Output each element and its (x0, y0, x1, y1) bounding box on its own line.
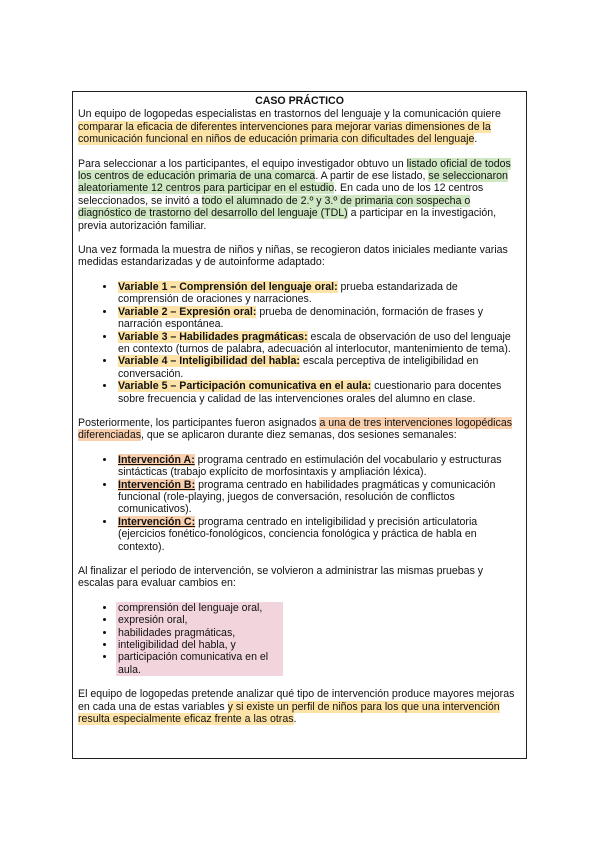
measures-paragraph: Una vez formada la muestra de niños y niñas, se recogieron datos iniciales mediante varias medidas estandarizadas y de autoinforme adaptado: (78, 244, 508, 269)
change-item: • habilidades pragmáticas, (116, 627, 283, 639)
variable-label: Variable 5 – Participación comunicativa en el aula: (118, 380, 372, 393)
objective-highlight: comparar la eficacia de diferentes intervenciones para mejorar varias dimensiones de la comunicación funcional en niños de educación primaria con dificultades del lenguaje (78, 120, 491, 146)
variable-label: Variable 4 – Inteligibilidad del habla: (118, 355, 300, 368)
sampling-paragraph (78, 158, 521, 232)
aim-highlight: y si existe un perfil de niños para los que una intervención resulta especialmente eficaz frente a las otras (78, 700, 500, 726)
intro-text: Un equipo de logopedas especialistas en trastornos del lenguaje y la comunicación quiere (78, 108, 501, 121)
interventions-list (78, 454, 521, 553)
variable-desc: cuestionario para docentes sobre frecuencia y calidad de las intervenciones orales del alumno en clase. (118, 380, 502, 405)
variable-item (116, 380, 521, 405)
change-item: • comprensión del lenguaje oral, (116, 602, 283, 614)
aim-text-1: El equipo de logopedas pretende analizar qué tipo de intervención produce mayores mejoras en cada una de estas variables (78, 688, 515, 713)
intervention-label: Intervención B: (118, 478, 196, 491)
sampling-text-1: Para seleccionar a los participantes, el equipo investigador obtuvo un (78, 157, 407, 170)
assignment-paragraph (78, 417, 521, 442)
population-highlight: todo el alumnado de 2.º y 3.º de primaria con sospecha o diagnóstico de trastorno del desarrollo del lenguaje (TDL) (78, 194, 471, 220)
sampling-text-4: a participar en la investigación, previa autorización familiar. (78, 207, 497, 232)
intervention-desc: programa centrado en estimulación del vocabulario y estructuras sintácticas (trabajo explícito de morfosintaxis y ampliación léxica). (118, 453, 502, 479)
variable-label: Variable 1 – Comprensión del lenguaje oral: (118, 280, 338, 293)
aim-text-2: . (293, 713, 297, 726)
variable-item (116, 355, 521, 380)
variable-item (116, 331, 521, 356)
variable-desc: prueba de denominación, formación de frases y narración espontánea. (118, 305, 484, 331)
intervention-item (116, 454, 521, 479)
posttest-paragraph: Al finalizar el periodo de intervención, se volvieron a administrar las mismas pruebas y escalas para evaluar cambios en: (78, 565, 484, 590)
changes-list (78, 602, 521, 676)
intervention-desc: programa centrado en inteligibilidad y precisión articulatoria (ejercicios fonético-fonológicos, conciencia fonológica y práctica de habla en contexto). (118, 515, 478, 553)
case-study-box (72, 91, 527, 759)
intervention-label: Intervención A: (118, 453, 195, 466)
assignment-text-1: Posteriormente, los participantes fueron asignados (78, 416, 320, 429)
change-item: • participación comunicativa en el aula. (116, 651, 283, 676)
variable-item (116, 306, 521, 331)
assignment-text-2: , que se aplicaron durante diez semanas, dos sesiones semanales: (141, 429, 457, 442)
intro-paragraph (78, 108, 521, 145)
intervention-item (116, 479, 521, 516)
case-title: CASO PRÁCTICO (255, 95, 344, 107)
sampling-text-3: . En cada uno de los 12 centros seleccionados, se invitó a (78, 182, 484, 207)
intervention-desc: programa centrado en habilidades pragmáticas y comunicación funcional (role-playing, juegos de conversación, resolución de conflictos comunicativos). (118, 478, 496, 516)
sampling-frame-highlight: listado oficial de todos los centros de educación primaria de una comarca (78, 157, 511, 183)
variable-item (116, 281, 521, 306)
assignment-highlight: a una de tres intervenciones logopédicas diferenciadas (78, 416, 513, 442)
variable-desc: escala perceptiva de inteligibilidad en conversación. (118, 355, 479, 380)
change-item: • inteligibilidad del habla, y (116, 639, 283, 651)
random-selection-highlight: se seleccionaron aleatoriamente 12 centros para participar en el estudio (78, 170, 508, 195)
intervention-label: Intervención C: (118, 515, 196, 528)
sampling-text-2: . A partir de ese listado, (315, 170, 429, 183)
intro-end: . (474, 133, 478, 146)
variables-list (78, 281, 521, 405)
variable-desc: escala de observación de uso del lenguaje en contexto (turnos de palabra, adecuación al interlocutor, mantenimiento de tema). (118, 330, 511, 355)
intervention-item (116, 516, 521, 553)
variable-desc: prueba estandarizada de comprensión de oraciones y narraciones. (118, 280, 458, 306)
change-item: • expresión oral, (116, 614, 283, 626)
variable-label: Variable 3 – Habilidades pragmáticas: (118, 330, 308, 343)
variable-label: Variable 2 – Expresión oral: (118, 305, 257, 318)
aim-paragraph (78, 688, 521, 725)
